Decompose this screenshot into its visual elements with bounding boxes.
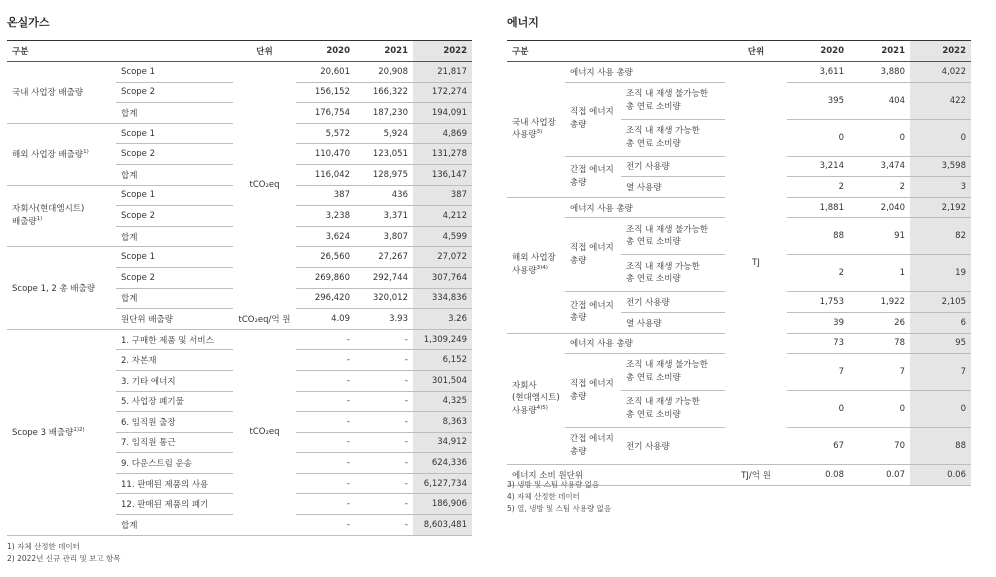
footnote-mark: 1)2): [73, 427, 85, 434]
value-2021: 3,807: [355, 226, 413, 247]
row-label: [621, 218, 725, 255]
value-2021: 2: [849, 177, 910, 198]
value-2021: 1: [849, 255, 910, 292]
footnote: 5) 열, 냉방 및 스팀 사용량 없음: [507, 504, 612, 513]
value-2022: 194,091: [413, 103, 472, 124]
value-2022: 0: [910, 119, 971, 156]
group-label: 국내 사업장: [512, 117, 556, 128]
value-2022: 4,869: [413, 123, 472, 144]
energy-section-title: 에너지: [507, 16, 539, 29]
value-2022: 27,072: [413, 247, 472, 268]
energy-group-overseas: [507, 197, 565, 333]
row-label: Scope 2: [116, 267, 233, 288]
value-2022: 186,906: [413, 494, 472, 515]
energy-indirect-label: [565, 292, 621, 333]
subgroup-label: 간접 에너지: [570, 300, 614, 311]
row-label: 11. 판매된 제품의 사용: [116, 473, 233, 494]
value-2020: -: [296, 391, 355, 412]
row-label: [621, 82, 725, 119]
row-label: 합계: [116, 288, 233, 309]
value-2022: 307,764: [413, 267, 472, 288]
row-label: Scope 1: [116, 62, 233, 83]
energy-unit-intensity: TJ/억 원: [725, 465, 787, 486]
value-2021: 26: [849, 312, 910, 333]
row-label: 합계: [116, 226, 233, 247]
value-2020: 7: [787, 354, 849, 391]
value-2022: 4,022: [910, 62, 971, 83]
row-label: Scope 2: [116, 82, 233, 103]
value-2021: 1,922: [849, 292, 910, 313]
row-label: 합계: [116, 103, 233, 124]
ghg-section-title: 온실가스: [7, 16, 50, 29]
row-label: Scope 2: [116, 144, 233, 165]
ghg-footnotes: [7, 541, 121, 565]
value-2022: 21,817: [413, 62, 472, 83]
value-2020: 3,214: [787, 156, 849, 177]
value-2021: -: [355, 350, 413, 371]
row-label-line: 총 연료 소비량: [626, 237, 681, 248]
group-label: 사용량: [512, 130, 537, 141]
footnote-mark: 1): [36, 216, 43, 223]
ghg-unit-main: tCO₂eq: [249, 180, 280, 191]
footnote: 2) 2022년 신규 관리 및 보고 항목: [7, 554, 121, 563]
value-2020: 4.09: [296, 309, 355, 330]
value-2022: 34,912: [413, 432, 472, 453]
row-label: 3. 기타 에너지: [116, 370, 233, 391]
value-2020: 0: [787, 119, 849, 156]
ghg-table: [7, 40, 472, 536]
subgroup-label: 총량: [570, 177, 587, 188]
row-label: 합계: [116, 515, 233, 536]
subgroup-label: 총량: [570, 447, 587, 458]
value-2021: 3.93: [355, 309, 413, 330]
value-2021: 78: [849, 333, 910, 354]
row-label: 전기 사용량: [621, 428, 725, 465]
row-label: [621, 354, 725, 391]
energy-group-domestic: [507, 62, 565, 198]
row-label: [621, 255, 725, 292]
value-2021: 20,908: [355, 62, 413, 83]
value-2020: -: [296, 412, 355, 433]
value-2022: 3: [910, 177, 971, 198]
energy-direct-label: [565, 82, 621, 156]
value-2021: 292,744: [355, 267, 413, 288]
row-label: 합계: [116, 164, 233, 185]
value-2021: -: [355, 391, 413, 412]
ghg-header-unit: 단위: [233, 41, 296, 62]
energy-direct-label: [565, 218, 621, 292]
value-2021: 0: [849, 119, 910, 156]
value-2020: -: [296, 453, 355, 474]
energy-unit-tj: TJ: [725, 62, 787, 465]
value-2021: 70: [849, 428, 910, 465]
value-2022: 131,278: [413, 144, 472, 165]
group-label: 사용량: [512, 406, 537, 417]
value-2020: -: [296, 432, 355, 453]
ghg-unit-intensity: tCO₂eq/억 원: [233, 309, 296, 330]
value-2020: 3,238: [296, 206, 355, 227]
value-2020: 2: [787, 177, 849, 198]
footnote: 1) 자체 산정한 데이터: [7, 542, 80, 551]
value-2020: 395: [787, 82, 849, 119]
group-label: 자회사: [512, 380, 537, 391]
ghg-group-scope12: [7, 247, 116, 329]
value-2021: -: [355, 412, 413, 433]
row-label: 전기 사용량: [621, 292, 725, 313]
value-2020: 88: [787, 218, 849, 255]
subgroup-label: 직접 에너지: [570, 107, 614, 118]
energy-header-category: 구분: [507, 41, 725, 62]
value-2020: 3,611: [787, 62, 849, 83]
row-label: 에너지 사용 총량: [565, 333, 725, 354]
subgroup-label: 총량: [570, 391, 587, 402]
value-2021: -: [355, 453, 413, 474]
ghg-header-row: [7, 41, 472, 62]
subgroup-label: 총량: [570, 120, 587, 131]
value-2022: 2,105: [910, 292, 971, 313]
subgroup-label: 간접 에너지: [570, 434, 614, 445]
value-2020: -: [296, 473, 355, 494]
ghg-group-overseas: [7, 123, 116, 185]
value-2021: -: [355, 473, 413, 494]
energy-group-subsidiary: [507, 333, 565, 465]
group-label: 해외 사업장 배출량: [12, 150, 84, 161]
value-2022: 7: [910, 354, 971, 391]
value-2022: 8,363: [413, 412, 472, 433]
value-2021: 3,880: [849, 62, 910, 83]
value-2020: 5,572: [296, 123, 355, 144]
value-2022: 172,274: [413, 82, 472, 103]
value-2021: -: [355, 329, 413, 350]
ghg-group-scope3: [7, 329, 116, 535]
value-2021: 27,267: [355, 247, 413, 268]
ghg-header-category: 구분: [7, 41, 233, 62]
value-2020: 20,601: [296, 62, 355, 83]
value-2020: 3,624: [296, 226, 355, 247]
ghg-group-domestic: [7, 62, 116, 124]
value-2022: 3.26: [413, 309, 472, 330]
footnote-mark: 3): [536, 129, 543, 136]
value-2020: 0.08: [787, 465, 849, 486]
row-label-line: 조직 내 재생 가능한: [626, 397, 700, 408]
value-2021: 320,012: [355, 288, 413, 309]
subgroup-label: 간접 에너지: [570, 164, 614, 175]
row-label-line: 총 연료 소비량: [626, 138, 681, 149]
group-label: 사용량: [512, 266, 537, 277]
energy-header-row: [507, 41, 971, 62]
value-2022: 4,212: [413, 206, 472, 227]
value-2020: 269,860: [296, 267, 355, 288]
value-2022: 624,336: [413, 453, 472, 474]
row-label-line: 조직 내 재생 불가능한: [626, 360, 709, 371]
value-2020: 1,881: [787, 197, 849, 218]
row-label: 12. 판매된 제품의 폐기: [116, 494, 233, 515]
table-row: [7, 329, 472, 350]
energy-direct-label: [565, 354, 621, 428]
value-2022: 4,599: [413, 226, 472, 247]
value-2021: 91: [849, 218, 910, 255]
value-2020: -: [296, 515, 355, 536]
value-2022: 422: [910, 82, 971, 119]
value-2021: -: [355, 494, 413, 515]
value-2022: 88: [910, 428, 971, 465]
value-2020: -: [296, 370, 355, 391]
group-label: 배출량: [12, 216, 37, 227]
group-label: 자회사(현대엠시트): [12, 204, 85, 215]
row-label: [621, 119, 725, 156]
row-label: 9. 다운스트림 운송: [116, 453, 233, 474]
value-2022: 95: [910, 333, 971, 354]
value-2020: 0: [787, 391, 849, 428]
row-label: Scope 1: [116, 247, 233, 268]
value-2021: 0.07: [849, 465, 910, 486]
value-2020: 73: [787, 333, 849, 354]
value-2022: 2,192: [910, 197, 971, 218]
value-2020: 26,560: [296, 247, 355, 268]
value-2020: 1,753: [787, 292, 849, 313]
value-2020: 67: [787, 428, 849, 465]
value-2021: 0: [849, 391, 910, 428]
value-2020: 116,042: [296, 164, 355, 185]
value-2021: -: [355, 370, 413, 391]
footnote-mark: 3)4): [536, 265, 548, 272]
value-2021: 436: [355, 185, 413, 206]
row-label-line: 조직 내 재생 불가능한: [626, 88, 709, 99]
energy-header-unit: 단위: [725, 41, 787, 62]
row-label-line: 총 연료 소비량: [626, 410, 681, 421]
ghg-header-2020: 2020: [296, 41, 355, 62]
row-label-line: 총 연료 소비량: [626, 274, 681, 285]
row-label: Scope 1: [116, 185, 233, 206]
row-label: 6. 임직원 출장: [116, 412, 233, 433]
value-2020: 110,470: [296, 144, 355, 165]
value-2020: -: [296, 350, 355, 371]
value-2021: 128,975: [355, 164, 413, 185]
row-label: 전기 사용량: [621, 156, 725, 177]
value-2021: 123,051: [355, 144, 413, 165]
value-2022: 334,836: [413, 288, 472, 309]
subgroup-label: 직접 에너지: [570, 378, 614, 389]
row-label: 에너지 사용 총량: [565, 197, 725, 218]
value-2022: 19: [910, 255, 971, 292]
value-2022: 4,325: [413, 391, 472, 412]
energy-indirect-label: [565, 428, 621, 465]
value-2022: 0.06: [910, 465, 971, 486]
subgroup-label: 총량: [570, 255, 587, 266]
value-2022: 6: [910, 312, 971, 333]
value-2021: 166,322: [355, 82, 413, 103]
ghg-unit-scope3: tCO₂eq: [233, 329, 296, 535]
energy-header-2020: 2020: [787, 41, 849, 62]
footnote-mark: 4)5): [536, 405, 548, 412]
group-label: Scope 1, 2 총 배출량: [12, 284, 96, 295]
value-2022: 3,598: [910, 156, 971, 177]
value-2022: 136,147: [413, 164, 472, 185]
value-2021: 187,230: [355, 103, 413, 124]
group-label: (현대엠시트): [512, 393, 560, 404]
value-2022: 82: [910, 218, 971, 255]
row-label-line: 조직 내 재생 불가능한: [626, 224, 709, 235]
table-row: [507, 62, 971, 83]
row-label: [621, 391, 725, 428]
group-label: 해외 사업장: [512, 253, 556, 264]
value-2022: 6,152: [413, 350, 472, 371]
value-2020: -: [296, 329, 355, 350]
group-label: 국내 사업장 배출량: [12, 88, 84, 99]
footnote: 4) 자체 산정한 데이터: [507, 492, 580, 501]
value-2021: -: [355, 432, 413, 453]
value-2022: 301,504: [413, 370, 472, 391]
energy-header-2022: 2022: [910, 41, 971, 62]
row-label: 1. 구매한 제품 및 서비스: [116, 329, 233, 350]
value-2021: 7: [849, 354, 910, 391]
footnote: 3) 냉방 및 스팀 사용량 없음: [507, 480, 600, 489]
energy-header-2021: 2021: [849, 41, 910, 62]
table-row: [7, 62, 472, 83]
row-label: Scope 2: [116, 206, 233, 227]
energy-table: [507, 40, 971, 486]
subgroup-label: 직접 에너지: [570, 243, 614, 254]
energy-footnotes: [507, 479, 611, 515]
row-label: 5. 사업장 폐기물: [116, 391, 233, 412]
group-label: Scope 3 배출량: [12, 428, 74, 439]
ghg-group-subsidiary: [7, 185, 116, 247]
value-2021: 3,474: [849, 156, 910, 177]
value-2022: 6,127,734: [413, 473, 472, 494]
row-label-line: 총 연료 소비량: [626, 101, 681, 112]
subgroup-label: 총량: [570, 313, 587, 324]
value-2022: 8,603,481: [413, 515, 472, 536]
energy-indirect-label: [565, 156, 621, 197]
ghg-header-2022: 2022: [413, 41, 472, 62]
value-2020: 176,754: [296, 103, 355, 124]
row-label: 에너지 소비 원단위: [507, 465, 725, 486]
value-2020: -: [296, 494, 355, 515]
value-2020: 387: [296, 185, 355, 206]
row-label: 원단위 배출량: [116, 309, 233, 330]
footnote-mark: 1): [83, 149, 89, 156]
value-2021: 5,924: [355, 123, 413, 144]
row-label-line: 조직 내 재생 가능한: [626, 261, 700, 272]
value-2022: 0: [910, 391, 971, 428]
row-label: 에너지 사용 총량: [565, 62, 725, 83]
value-2021: -: [355, 515, 413, 536]
ghg-header-2021: 2021: [355, 41, 413, 62]
row-label: Scope 1: [116, 123, 233, 144]
value-2020: 39: [787, 312, 849, 333]
value-2022: 1,309,249: [413, 329, 472, 350]
row-label-line: 조직 내 재생 가능한: [626, 125, 700, 136]
value-2020: 2: [787, 255, 849, 292]
row-label: 열 사용량: [621, 312, 725, 333]
row-label-line: 총 연료 소비량: [626, 373, 681, 384]
value-2020: 156,152: [296, 82, 355, 103]
row-label: 7. 임직원 통근: [116, 432, 233, 453]
value-2021: 3,371: [355, 206, 413, 227]
value-2020: 296,420: [296, 288, 355, 309]
row-label: 열 사용량: [621, 177, 725, 198]
row-label: 2. 자본재: [116, 350, 233, 371]
value-2022: 387: [413, 185, 472, 206]
value-2021: 404: [849, 82, 910, 119]
value-2021: 2,040: [849, 197, 910, 218]
